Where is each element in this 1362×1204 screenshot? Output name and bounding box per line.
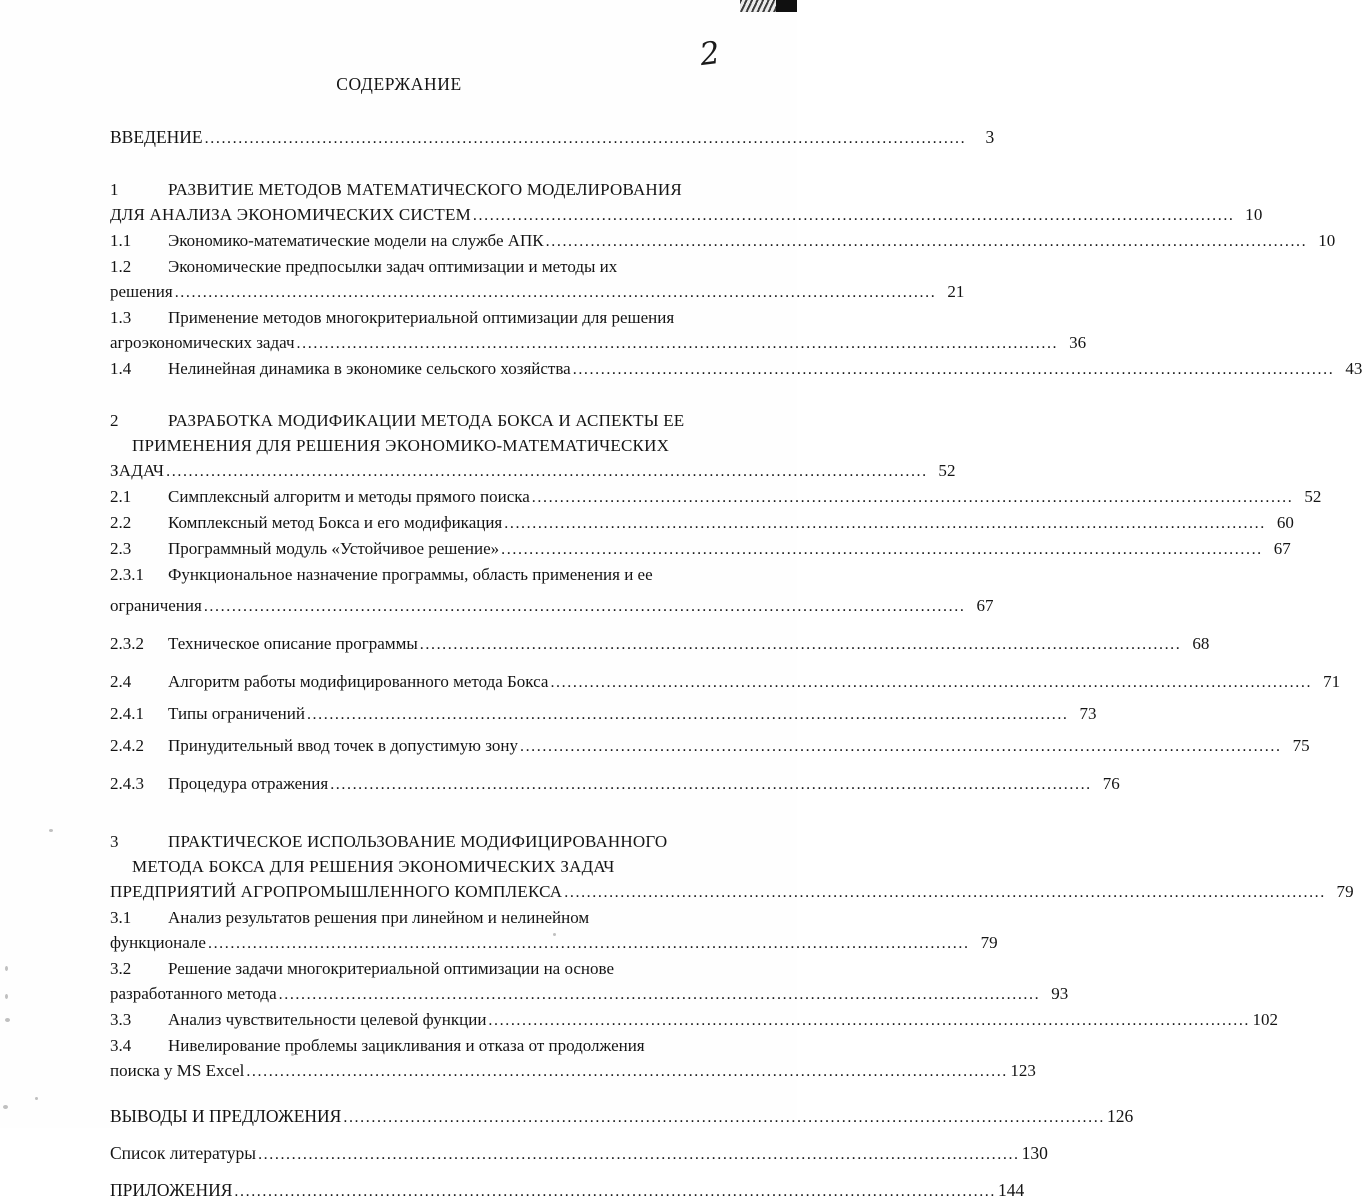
- toc-entry-title: функционале: [110, 933, 206, 952]
- toc-entry-title: Экономические предпосылки задач оптимизации и методы их: [168, 257, 618, 276]
- toc-entry-chapter-3[interactable]: [110, 829, 746, 854]
- toc-entry-title: Нивелирование проблемы зацикливания и отказа от продолжения: [168, 1036, 645, 1055]
- toc-entry-number: 2.4.3: [110, 774, 144, 793]
- toc-entry-title: ПРЕДПРИЯТИЙ АГРОПРОМЫШЛЕННОГО КОМПЛЕКСА: [110, 882, 563, 901]
- toc-entry-2-4-1[interactable]: [110, 701, 1097, 727]
- toc-entry-title: МЕТОДА БОКСА ДЛЯ РЕШЕНИЯ ЭКОНОМИЧЕСКИХ ЗАДАЧ: [132, 857, 615, 876]
- toc-entry-title: Решение задачи многокритериальной оптимизации на основе: [168, 959, 615, 978]
- toc-entry-number: 1.2: [110, 257, 132, 276]
- page-title: СОДЕРЖАНИЕ: [336, 74, 462, 94]
- toc-entry-number: 1: [110, 180, 119, 199]
- toc-entry-number: 2.3.2: [110, 634, 144, 653]
- toc-entry-page: 10: [1318, 231, 1336, 250]
- toc-entry-1-1[interactable]: [110, 228, 1336, 254]
- dot-leader: [204, 588, 966, 625]
- dust-speck: [49, 829, 53, 832]
- toc-entry-1-4[interactable]: [110, 356, 1362, 382]
- toc-entry-2-1[interactable]: [110, 484, 1322, 510]
- toc-entry-bibliography[interactable]: [110, 1141, 1048, 1167]
- toc-entry-title: Список литературы: [110, 1143, 257, 1163]
- toc-entry-page: 60: [1276, 513, 1294, 532]
- dust-speck: [5, 1018, 10, 1022]
- toc-entry-title: ПРИМЕНЕНИЯ ДЛЯ РЕШЕНИЯ ЭКОНОМИКО-МАТЕМАТИЧЕСКИХ: [132, 436, 670, 455]
- toc-entry-chapter-3-line2[interactable]: [110, 854, 746, 879]
- toc-entry-2-3[interactable]: [110, 536, 1291, 562]
- toc-entry-title: ПРАКТИЧЕСКОЕ ИСПОЛЬЗОВАНИЕ МОДИФИЦИРОВАННОГО: [168, 832, 668, 851]
- toc-entry-page: 52: [938, 461, 956, 480]
- toc-entry-chapter-2-line2[interactable]: [110, 433, 746, 458]
- toc-entry-3-4-line2[interactable]: [110, 1058, 1036, 1084]
- dot-leader: [343, 1105, 1105, 1130]
- toc-entry-2-2[interactable]: [110, 510, 1294, 536]
- toc-entry-title: Комплексный метод Бокса и его модификация: [168, 513, 503, 532]
- toc-entry-number: 2.3: [110, 539, 132, 558]
- dust-speck: [5, 994, 8, 999]
- toc-entry-title: Функциональное назначение программы, область применения и ее: [168, 565, 653, 584]
- toc-entry-page: 75: [1292, 736, 1310, 755]
- toc-entry-title: разработанного метода: [110, 984, 277, 1003]
- toc-entry-number: 2.4.1: [110, 704, 144, 723]
- toc-entry-title: ЗАДАЧ: [110, 461, 165, 480]
- toc-entry-1-3-line2[interactable]: [110, 330, 1087, 356]
- toc-entry-title: Процедура отражения: [168, 774, 329, 793]
- toc-entry-title: ВВЕДЕНИЕ: [110, 127, 203, 147]
- toc-entry-page: 67: [1273, 539, 1291, 558]
- scan-edge-dark-artifact: [776, 0, 797, 12]
- dot-leader: [175, 280, 937, 305]
- toc-entry-title: РАЗРАБОТКА МОДИФИКАЦИИ МЕТОДА БОКСА И АСПЕКТЫ ЕЕ: [168, 411, 685, 430]
- dot-leader: [330, 766, 1092, 803]
- toc-entry-page: 21: [947, 282, 965, 301]
- dot-leader: [258, 1142, 1020, 1167]
- toc-entry-page: 79: [980, 933, 998, 952]
- dot-leader: [520, 728, 1282, 765]
- toc-entry-title: Алгоритм работы модифицированного метода Бокса: [168, 672, 549, 691]
- dot-leader: [564, 880, 1326, 905]
- toc-entry-3-2-line2[interactable]: [110, 981, 1069, 1007]
- toc-entry-title: Техническое описание программы: [168, 634, 418, 653]
- dot-leader: [532, 485, 1294, 510]
- table-of-contents: [110, 74, 1362, 1204]
- toc-entry-title: Нелинейная динамика в экономике сельского хозяйства: [168, 359, 571, 378]
- toc-entry-number: 2.3.1: [110, 565, 144, 584]
- toc-entry-title: Принудительный ввод точек в допустимую зону: [168, 736, 518, 755]
- toc-entry-title: ПРИЛОЖЕНИЯ: [110, 1180, 233, 1200]
- toc-entry-number: 3.3: [110, 1010, 132, 1029]
- toc-entry-conclusions[interactable]: [110, 1104, 1134, 1130]
- toc-entry-title: поиска у MS Excel: [110, 1061, 245, 1080]
- toc-entry-3-2[interactable]: [110, 956, 746, 981]
- toc-entry-page: 144: [998, 1180, 1025, 1200]
- dot-leader: [208, 931, 970, 956]
- toc-entry-title: Типы ограничений: [168, 704, 305, 723]
- dot-leader: [297, 331, 1059, 356]
- toc-entry-title: ВЫВОДЫ И ПРЕДЛОЖЕНИЯ: [110, 1106, 342, 1126]
- toc-entry-title: ограничения: [110, 596, 202, 615]
- dot-leader: [234, 1179, 996, 1204]
- toc-entry-title: Программный модуль «Устойчивое решение»: [168, 539, 500, 558]
- toc-entry-2-3-2[interactable]: [110, 625, 1210, 663]
- toc-entry-3-4[interactable]: [110, 1033, 746, 1058]
- toc-entry-number: 2.2: [110, 513, 132, 532]
- toc-entry-number: 1.1: [110, 231, 132, 250]
- toc-entry-chapter-1[interactable]: [110, 177, 746, 202]
- toc-entry-2-4-3[interactable]: [110, 765, 1120, 803]
- dot-leader: [573, 357, 1335, 382]
- toc-entry-page: 10: [1245, 205, 1263, 224]
- dot-leader: [246, 1059, 1008, 1084]
- toc-entry-title: Применение методов многокритериальной оптимизации для решения: [168, 308, 675, 327]
- toc-entry-3-1[interactable]: [110, 905, 746, 930]
- dust-speck: [3, 1105, 8, 1109]
- toc-entry-introduction[interactable]: [110, 125, 995, 151]
- toc-entry-number: 3: [110, 832, 119, 851]
- dot-leader: [550, 664, 1312, 701]
- dot-leader: [307, 702, 1069, 727]
- toc-entry-title: РАЗВИТИЕ МЕТОДОВ МАТЕМАТИЧЕСКОГО МОДЕЛИРОВАНИЯ: [168, 180, 682, 199]
- toc-entry-page: 93: [1051, 984, 1069, 1003]
- toc-entry-2-4-2[interactable]: [110, 727, 1310, 765]
- toc-entry-page: 67: [976, 596, 994, 615]
- toc-entry-1-2-line2[interactable]: [110, 279, 965, 305]
- toc-entry-title: Симплексный алгоритм и методы прямого поиска: [168, 487, 530, 506]
- toc-entry-page: 76: [1102, 774, 1120, 793]
- toc-entry-title: Анализ результатов решения при линейном и нелинейном: [168, 908, 590, 927]
- toc-entry-1-2[interactable]: [110, 254, 746, 279]
- toc-entry-page: 126: [1106, 1106, 1134, 1126]
- toc-entry-page: 73: [1079, 704, 1097, 723]
- dot-leader: [166, 459, 928, 484]
- toc-entry-number: 2.4: [110, 672, 132, 691]
- dot-leader: [279, 982, 1041, 1007]
- dust-speck: [5, 966, 8, 971]
- toc-entry-appendices[interactable]: [110, 1178, 1025, 1204]
- toc-entry-1-3[interactable]: [110, 305, 746, 330]
- toc-entry-page: 123: [1010, 1061, 1036, 1080]
- toc-entry-page: 3: [985, 127, 995, 147]
- toc-entry-title: решения: [110, 282, 173, 301]
- toc-entry-number: 3.1: [110, 908, 132, 927]
- toc-entry-title: Анализ чувствительности целевой функции: [168, 1010, 487, 1029]
- toc-entry-number: 2.1: [110, 487, 132, 506]
- toc-entry-title: агроэкономических задач: [110, 333, 295, 352]
- dot-leader: [488, 1008, 1250, 1033]
- toc-entry-number: 3.2: [110, 959, 132, 978]
- toc-entry-page: 79: [1336, 882, 1354, 901]
- toc-entry-page: 102: [1252, 1010, 1279, 1029]
- toc-entry-number: 3.4: [110, 1036, 132, 1055]
- toc-entry-title: Экономико-математические модели на службе АПК: [168, 231, 544, 250]
- toc-entry-page: 130: [1021, 1143, 1048, 1163]
- toc-entry-page: 52: [1304, 487, 1322, 506]
- toc-entry-2-3-1[interactable]: [110, 562, 746, 587]
- toc-entry-2-4[interactable]: [110, 663, 1341, 701]
- toc-entry-chapter-2-line3[interactable]: [110, 458, 956, 484]
- dust-speck: [35, 1097, 38, 1100]
- toc-entry-chapter-3-line3[interactable]: [110, 879, 1354, 905]
- toc-entry-title: ДЛЯ АНАЛИЗА ЭКОНОМИЧЕСКИХ СИСТЕМ: [110, 205, 471, 224]
- dot-leader: [504, 511, 1266, 536]
- dot-leader: [420, 626, 1182, 663]
- toc-entry-page: 68: [1192, 634, 1210, 653]
- dot-leader: [473, 203, 1235, 228]
- dot-leader: [205, 126, 967, 151]
- dot-leader: [546, 229, 1308, 254]
- toc-entry-chapter-1-line2[interactable]: [110, 202, 1263, 228]
- toc-entry-number: 1.4: [110, 359, 132, 378]
- toc-entry-chapter-2[interactable]: [110, 408, 746, 433]
- toc-entry-page: 71: [1323, 672, 1341, 691]
- toc-entry-number: 2.4.2: [110, 736, 144, 755]
- handwritten-page-number: 2: [697, 34, 722, 74]
- toc-entry-number: 2: [110, 411, 119, 430]
- toc-entry-3-3[interactable]: [110, 1007, 1279, 1033]
- toc-entry-page: 36: [1069, 333, 1087, 352]
- dot-leader: [501, 537, 1263, 562]
- toc-entry-page: 43: [1345, 359, 1362, 378]
- toc-entry-3-1-line2[interactable]: [110, 930, 998, 956]
- toc-entry-number: 1.3: [110, 308, 132, 327]
- toc-entry-2-3-1-line2[interactable]: [110, 587, 994, 625]
